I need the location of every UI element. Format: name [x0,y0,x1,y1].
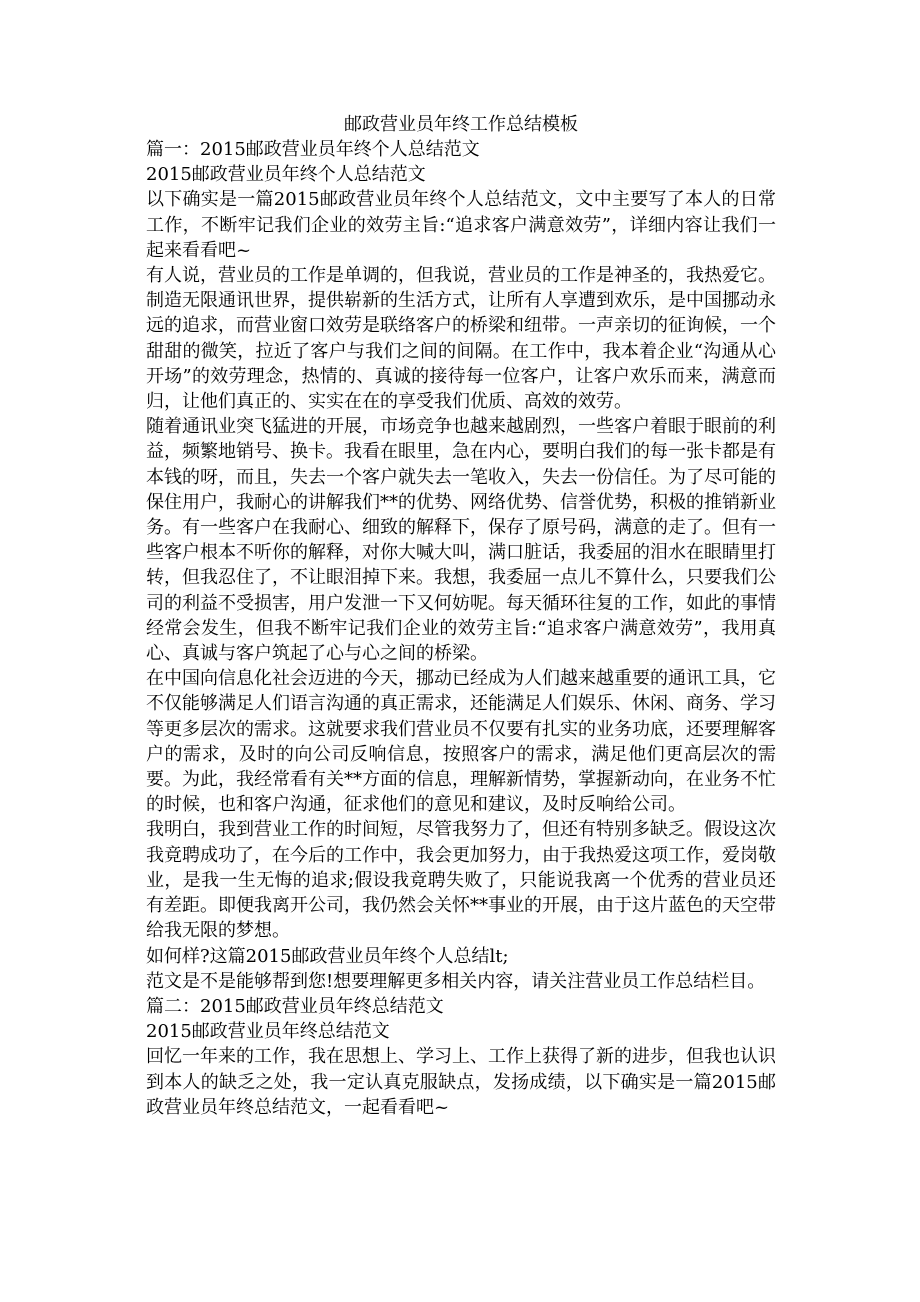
paragraph-competition: 随着通讯业突飞猛进的开展，市场竞争也越来越剧烈，一些客户着眼于眼前的利益，频繁地销号、换卡。我看在眼里，急在内心，要明白我们的每一张卡都是有本钱的呀，而且，失去一个客户就失去一笔收入，失去一份信任。为了尽可能的保住用户，我耐心的讲解我们**的优势、网络优势、信誉优势，积极的推销新业务。有一些客户在我耐心、细致的解释下，保存了原号码，满意的走了。但有一些客户根本不听你的解释，对你大喊大叫，满口脏话，我委屈的泪水在眼睛里打转，但我忍住了，不让眼泪掉下来。我想，我委屈一点儿不算什么，只要我们公司的利益不受损害，用户发泄一下又何妨呢。每天循环往复的工作，如此的事情经常会发生，但我不断牢记我们企业的效劳主旨:“追求客户满意效劳”，我用真心、真诚与客户筑起了心与心之间的桥梁。 [146,416,776,665]
heading-part-one: 篇一：2015邮政营业员年终个人总结范文 [146,139,480,160]
subheading-part-one: 2015邮政营业员年终个人总结范文 [146,164,426,186]
paragraph-closing-question: 如何样?这篇2015邮政营业员年终个人总结lt; [146,945,509,967]
paragraph-service: 有人说，营业员的工作是单调的，但我说，营业员的工作是神圣的，我热爱它。制造无限通讯世界，提供崭新的生活方式，让所有人享遭到欢乐，是中国挪动永远的追求，而营业窗口效劳是联络客户的桥梁和纽带。一声亲切的征询候，一个甜甜的微笑，拉近了客户与我们之间的间隔。在工作中，我本着企业“沟通从心开场”的效劳理念，热情的、真诚的接待每一位客户，让客户欢乐而来，满意而归，让他们真正的、实实在在的享受我们优质、高效的效劳。 [146,265,776,413]
document-page [146,112,776,1120]
heading-part-two: 篇二：2015邮政营业员年终总结范文 [146,995,444,1017]
paragraph-conclusion: 我明白，我到营业工作的时间短，尽管我努力了，但还有特别多缺乏。假设这次我竟聘成功了，在今后的工作中，我会更加努力，由于我热爱这项工作，爱岗敬业，是我一生无悔的追求;假设我竟聘失败了，只能说我离一个优秀的营业员还有差距。即便我离开公司，我仍然会关怀**事业的开展，由于这片蓝色的天空带给我无限的梦想。 [146,819,776,942]
paragraph-intro: 以下确实是一篇2015邮政营业员年终个人总结范文，文中主要写了本人的日常工作，不断牢记我们企业的效劳主旨:“追求客户满意效劳”，详细内容让我们一起来看看吧~ [146,189,776,261]
paragraph-closing-note: 范文是不是能够帮到您!想要理解更多相关内容，请关注营业员工作总结栏目。 [146,970,766,992]
subheading-part-two: 2015邮政营业员年终总结范文 [146,1021,390,1043]
paragraph-review: 回忆一年来的工作，我在思想上、学习上、工作上获得了新的进步，但我也认识到本人的缺乏之处，我一定认真克服缺点，发扬成绩，以下确实是一篇2015邮政营业员年终总结范文，一起看看吧~ [146,1046,776,1118]
paragraph-informatization: 在中国向信息化社会迈进的今天，挪动已经成为人们越来越重要的通讯工具，它不仅能够满足人们语言沟通的真正需求，还能满足人们娱乐、休闲、商务、学习等更多层次的需求。这就要求我们营业员不仅要有扎实的业务功底，还要理解客户的需求，及时的向公司反响信息，按照客户的需求，满足他们更高层次的需要。为此，我经常看有关**方面的信息，理解新情势，掌握新动向，在业务不忙的时候，也和客户沟通，征求他们的意见和建议，及时反响给公司。 [146,668,776,816]
document-title: 邮政营业员年终工作总结模板 [344,114,578,135]
